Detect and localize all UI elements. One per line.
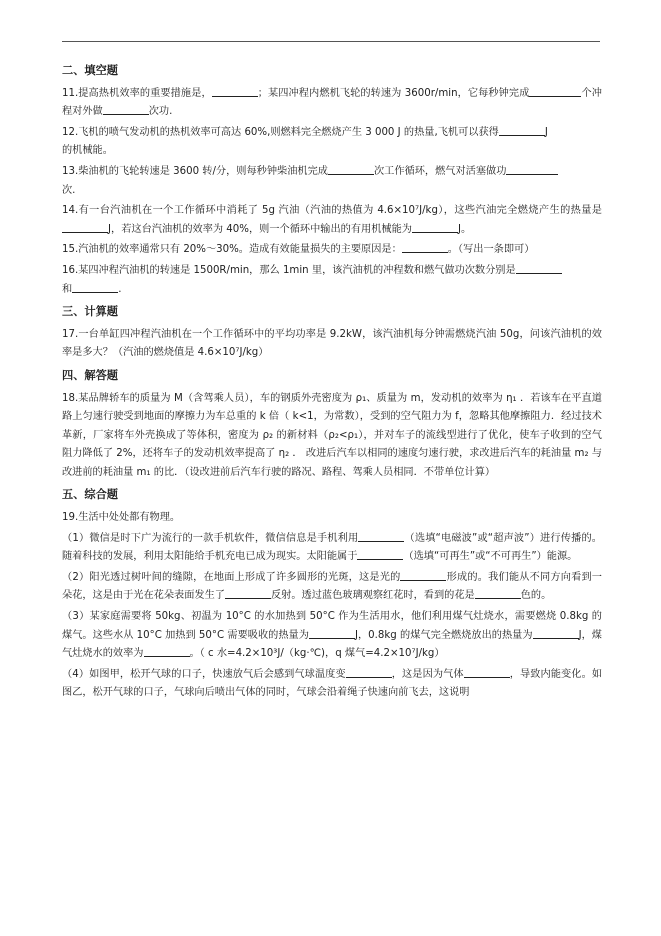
section-heading-answer: 四、解答题 bbox=[62, 368, 118, 382]
question-19-intro: 19.生活中处处都有物理。 bbox=[62, 512, 181, 524]
answer-blank[interactable] bbox=[402, 242, 448, 253]
answer-blank[interactable] bbox=[328, 164, 374, 175]
question-13: 13.柴油机的飞轮转速是 3600 转/分，则每秒钟柴油机完成 次工作循环，燃气对活塞做功 次. bbox=[62, 163, 602, 200]
question-19-part-2: （2）阳光透过树叶间的缝隙，在地面上形成了许多圆形的光斑，这是光的 形成的。我们能从不同方向看到一朵花，这是由于光在花朵表面发生了 反射。透过蓝色玻璃观察红花时，看到的花是 色的。 bbox=[62, 571, 602, 602]
answer-blank[interactable] bbox=[346, 667, 392, 678]
question-19-part-1: （1）微信是时下广为流行的一款手机软件，微信信息是手机利用 （选填“电磁波”或“超声波”）进行传播的。随着科技的发展，利用太阳能给手机充电已成为现实。太阳能属于 （选填“可再生”或“不可再生”）能源。 bbox=[62, 532, 602, 563]
answer-blank[interactable] bbox=[358, 531, 404, 542]
answer-blank[interactable] bbox=[499, 125, 545, 136]
answer-blank[interactable] bbox=[516, 263, 562, 274]
question-16: 16.某四冲程汽油机的转速是 1500R/min，那么 1min 里，该汽油机的冲程数和燃气做功次数分别是 和 . bbox=[62, 262, 602, 299]
answer-blank[interactable] bbox=[464, 667, 510, 678]
answer-blank[interactable] bbox=[62, 222, 108, 233]
answer-blank[interactable] bbox=[212, 86, 258, 97]
question-19-part-4: （4）如图甲，松开气球的口子，快速放气后会感到气球温度变 ，这是因为气体 ，导致内能变化。如图乙，松开气球的口子，气球向后喷出气体的同时，气球会沿着绳子快速向前飞去，这说明 bbox=[62, 668, 603, 699]
question-15: 15.汽油机的效率通常只有 20%～30%。造成有效能量损失的主要原因是： 。（写出一条即可） bbox=[62, 244, 535, 256]
question-18: 18.某品牌轿车的质量为 M（含驾乘人员），车的钢质外壳密度为 ρ₁、质量为 m，发动机的效率为 η₁ ．若该车在平直道路上匀速行驶受到地面的摩擦力为车总重的 k 倍（ k<1，为常数），受到的空气阻力为 f，忽略其他摩擦阻力．经过技术革新，厂家将车外壳换成了等体积，密度为 ρ₂ 的新材料（ρ₂<ρ₁），并对车子的流线型进行了优化，使车子收到的空气阻力降低了 2%，还将车子的发动机效率提高了 η₂ ． 改进后汽车以相同的速度匀速行驶，求改进后汽车的耗油量 m₂ 与改进前的耗油量 m₁ 的比．（设改进前后汽车行驶的路况、路程、驾乘人员相同．不带单位计算） bbox=[62, 392, 602, 478]
question-11: 11.提高热机效率的重要措施是， ；某四冲程内燃机飞轮的转速为 3600r/min，它每秒钟完成 个冲程对外做 次功. bbox=[62, 87, 602, 118]
section-heading-comprehensive: 五、综合题 bbox=[62, 488, 118, 502]
answer-blank[interactable] bbox=[529, 86, 581, 97]
document-body bbox=[62, 58, 602, 705]
answer-blank[interactable] bbox=[72, 282, 118, 293]
answer-blank[interactable] bbox=[506, 164, 558, 175]
answer-blank[interactable] bbox=[225, 588, 271, 599]
answer-blank[interactable] bbox=[309, 628, 355, 639]
question-17: 17.一台单缸四冲程汽油机在一个工作循环中的平均功率是 9.2kW，该汽油机每分钟需燃烧汽油 50g，问该汽油机的效率是多大？（汽油的燃烧值是 4.6×10⁷J/kg） bbox=[62, 328, 602, 359]
answer-blank[interactable] bbox=[357, 549, 403, 560]
section-heading-calc: 三、计算题 bbox=[62, 305, 118, 319]
answer-blank[interactable] bbox=[533, 628, 579, 639]
answer-blank[interactable] bbox=[400, 570, 446, 581]
answer-blank[interactable] bbox=[103, 104, 149, 115]
answer-blank[interactable] bbox=[475, 588, 521, 599]
question-14: 14.有一台汽油机在一个工作循环中消耗了 5g 汽油（汽油的热值为 4.6×10⁷J/kg），这些汽油完全燃烧产生的热量是J，若这台汽油机的效率为 40%，则一个循环中输出的有用机械能为 J。 bbox=[62, 205, 602, 235]
section-heading-fill: 二、填空题 bbox=[62, 64, 118, 77]
answer-blank[interactable] bbox=[412, 222, 458, 233]
answer-blank[interactable] bbox=[144, 646, 190, 657]
question-19-part-3: （3）某家庭需要将 50kg、初温为 10°C 的水加热到 50°C 作为生活用水，他们利用煤气灶烧水，需要燃烧 0.8kg 的煤气。这些水从 10°C 加热到 50°C 需要吸收的热量为 J，0.8kg 的煤气完全燃烧放出的热量为 J，煤气灶烧水的效率为 。（ c 水=4.2×10³J/（kg·℃)，q 煤气=4.2×10⁷J/kg） bbox=[62, 611, 602, 660]
header-rule bbox=[62, 41, 600, 42]
question-12: 12.飞机的喷气发动机的热机效率可高达 60%,则燃料完全燃烧产生 3 000 J 的热量,飞机可以获得 J 的机械能。 bbox=[62, 126, 548, 157]
